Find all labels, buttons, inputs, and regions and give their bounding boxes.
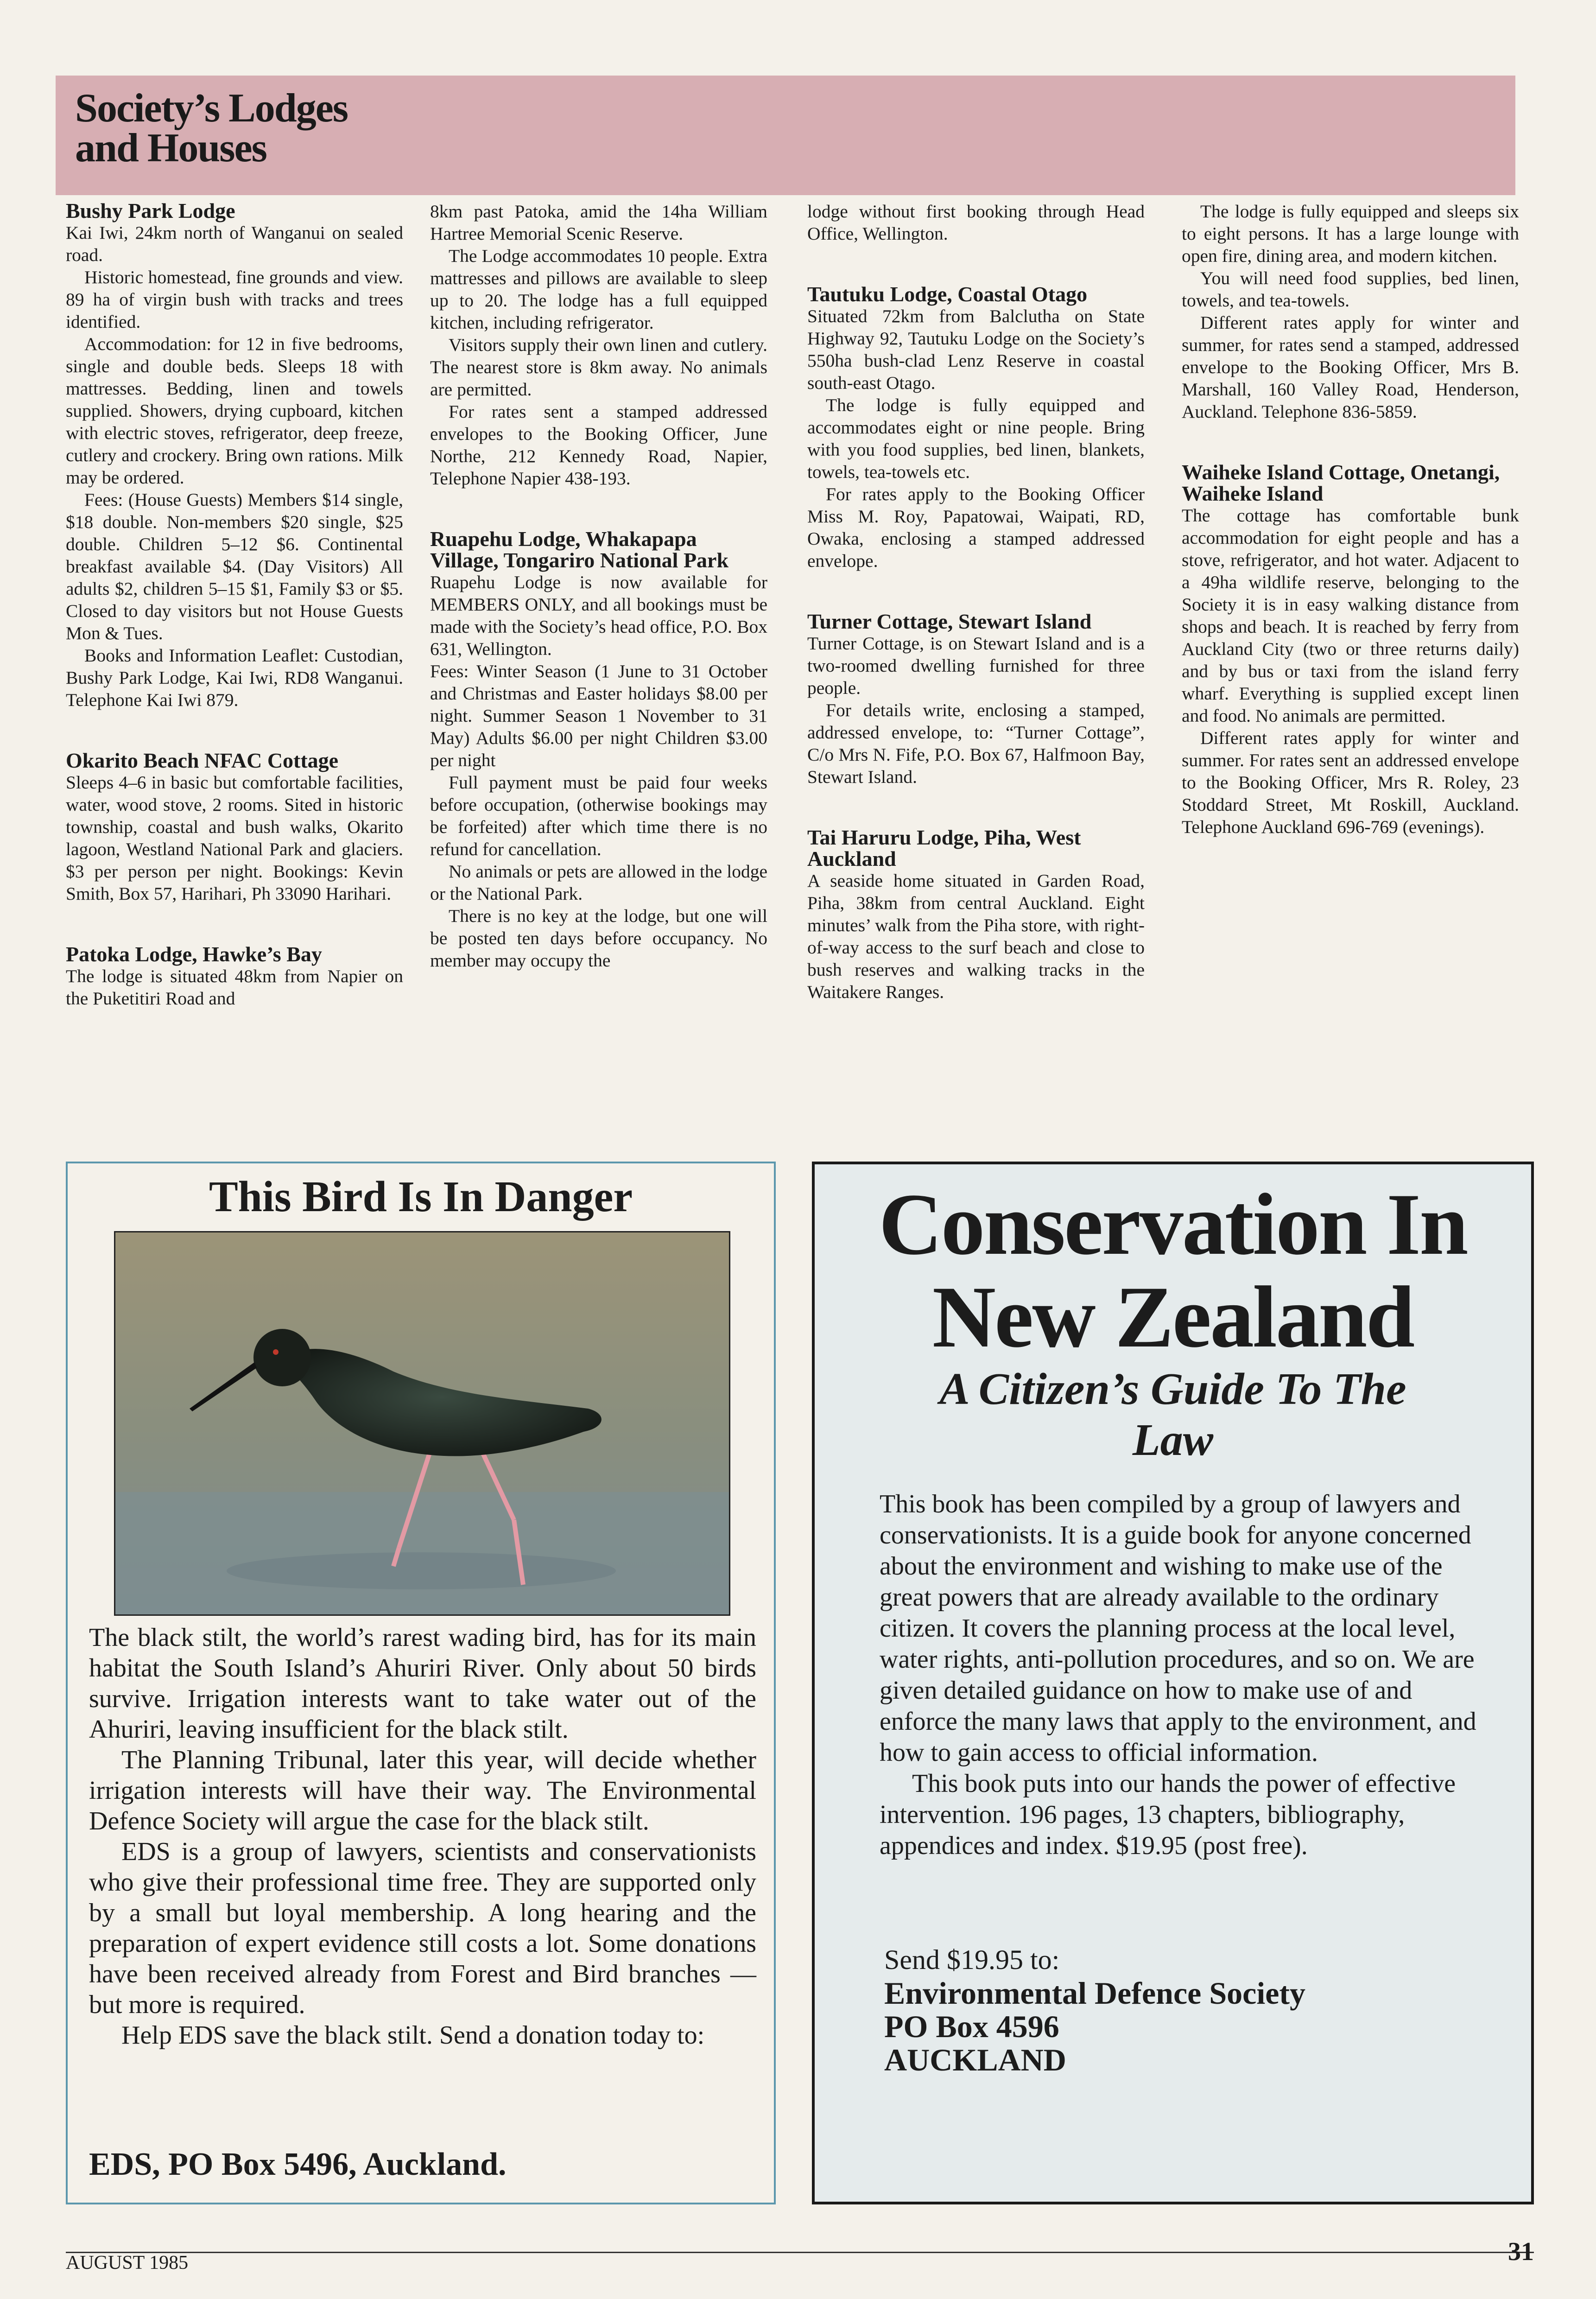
lodge-title-turner: Turner Cottage, Stewart Island [807,610,1092,633]
lodge-title-okarito: Okarito Beach NFAC Cottage [66,749,339,772]
paragraph: Fees: (House Guests) Members $14 single, $18 double. Non-members $20 single, $25 double. Children 5–12 $6. Continental breakfast available $4. (Day Visitors) All adults $2, children 5–15 $1, Family $3 or $5. Closed to day visitors but not House Guests Mon & Tues. [66,489,403,643]
paragraph: lodge without first booking through Head Office, Wellington. [807,201,1145,244]
column-3 [807,200,1145,1127]
book-ad [812,1162,1534,2204]
book-subtitle [815,1364,1531,1466]
paragraph: There is no key at the lodge, but one will be posted ten days before occupancy. No member may occupy the [430,906,767,971]
paragraph: Situated 72km from Balclutha on State Highway 92, Tautuku Lodge on the Society’s 550ha bush-clad Lenz Reserve in coastal south-east Otago. [807,306,1145,393]
lodge-title-tai-haruru: Tai Haruru Lodge, Piha, West Auckland [807,826,1081,870]
send-city: AUCKLAND [884,2042,1066,2077]
column-2 [430,200,767,1127]
paragraph: Ruapehu Lodge is now available for MEMBERS ONLY, and all bookings must be made with the Society’s head office, P.O. Box 631, Wellington. [430,572,767,659]
black-stilt-illustration [115,1232,729,1614]
paragraph: For rates apply to the Booking Officer Miss M. Roy, Papatowai, Waipati, RD, Owaka, enclosing a stamped addressed envelope. [807,484,1145,571]
section-title-line1: Society’s Lodges [75,86,348,131]
paragraph: Kai Iwi, 24km north of Wanganui on sealed road. [66,222,403,265]
paragraph: The black stilt, the world’s rarest wading bird, has for its main habitat the South Island’s Ahuriri River. Only about 50 birds survive. Irrigation interests want to take water out of the Ahuriri, leaving insufficient for the black stilt. [89,1623,756,1744]
donation-address: EDS, PO Box 5496, Auckland. [89,2147,507,2182]
book-title-line1: Conservation In [879,1176,1467,1273]
paragraph: This book has been compiled by a group of lawyers and conservationists. It is a guide book for anyone concerned about the environment and wishing to make use of the great powers that are already available to the ordinary citizen. It covers the planning process at the local level, water rights, anti-pollution procedures, and so on. We are given detailed guidance on how to make use of and enforce the many laws that apply to the environment, and how to gain access to official information. [880,1490,1476,1767]
book-title-line2: New Zealand [932,1269,1414,1366]
paragraph: Different rates apply for winter and summer, for rates send a stamped, addressed envelope to the Booking Officer, Mrs B. Marshall, 160 Valley Road, Henderson, Auckland. Telephone 836-5859. [1182,312,1519,422]
paragraph: The Planning Tribunal, later this year, will decide whether irrigation interests will have their way. The Environmental Defence Society will argue the case for the black stilt. [89,1746,756,1835]
paragraph: Fees: Winter Season (1 June to 31 October and Christmas and Easter holidays $8.00 per night. Summer Season 1 November to 31 May) Adults $6.00 per night Children $3.00 per night [430,661,767,770]
paragraph: The Lodge accommodates 10 people. Extra mattresses and pillows are available to sleep up to 20. The lodge has a full equipped kitchen, including refrigerator. [430,246,767,333]
page-number: 31 [1508,2237,1534,2266]
paragraph: Visitors supply their own linen and cutlery. The nearest store is 8km away. No animals are permitted. [430,335,767,400]
paragraph: Turner Cottage, is on Stewart Island and is a two-roomed dwelling furnished for three people. [807,633,1145,698]
paragraph: Different rates apply for winter and summer. For rates sent an addressed envelope to the Booking Officer, Mrs R. Roley, 23 Stoddard Street, Mt Roskill, Auckland. Telephone Auckland 696-769 (evenings). [1182,728,1519,837]
paragraph: You will need food supplies, bed linen, towels, and tea-towels. [1182,268,1519,311]
paragraph: Help EDS save the black stilt. Send a donation today to: [121,2021,705,2050]
book-subtitle-line1: A Citizen’s Guide To The [939,1364,1406,1414]
paragraph: The cottage has comfortable bunk accommodation for eight people and has a stove, refrigerator, and hot water. Adjacent to a 49ha wildlife reserve, belonging to the Society it is in easy walking distance from shops and beach. It is reached by ferry from Auckland City (two or three returns daily) and by bus or taxi from the island ferry wharf. Everything is supplied except linen and food. No animals are permitted. [1182,505,1519,726]
paragraph: 8km past Patoka, amid the 14ha William Hartree Memorial Scenic Reserve. [430,201,767,244]
paragraph: The lodge is situated 48km from Napier on the Puketitiri Road and [66,966,403,1009]
paragraph: Sleeps 4–6 in basic but comfortable facilities, water, wood stove, 2 rooms. Sited in historic township, coastal and bush walks, Okarito lagoon, Westland National Park and glaciers. $3 per person per night. Bookings: Kevin Smith, Box 57, Harihari, Ph 33090 Harihari. [66,772,403,904]
paragraph: A seaside home situated in Garden Road, Piha, 38km from central Auckland. Eight minutes’ walk from the Piha store, with right-of-way access to the surf beach and close to bush reserves and walking tracks in the Waitakere Ranges. [807,870,1145,1002]
book-title [815,1178,1531,1364]
book-ad-body [880,1489,1477,1861]
paragraph: EDS is a group of lawyers, scientists and conservationists who give their professional time free. They are supported only by a small but loyal membership. A long hearing and the preparation of expert evidence still costs a lot. Some donations have been received already from Forest and Bird branches — but more is required. [89,1837,756,2019]
bird-ad-title: This Bird Is In Danger [209,1173,633,1221]
column-4 [1182,200,1519,1127]
column-1 [66,200,403,1127]
paragraph: Accommodation: for 12 in five bedrooms, single and double beds. Sleeps 18 with mattresses. Bedding, linen and towels supplied. Showers, drying cupboard, kitchen with electric stoves, refrigerator, deep freeze, cutlery and crockery. Bring own rations. Milk may be ordered. [66,334,403,488]
section-banner [56,76,1515,195]
lodge-title-ruapehu: Ruapehu Lodge, Whakapapa Village, Tongariro National Park [430,527,729,572]
paragraph: This book puts into our hands the power of effective intervention. 196 pages, 13 chapters, bibliography, appendices and index. $19.95 (post free). [880,1769,1456,1860]
paragraph: The lodge is fully equipped and sleeps six to eight persons. It has a large lounge with open fire, dining area, and modern kitchen. [1182,201,1519,266]
paragraph: For details write, enclosing a stamped, addressed envelope, to: “Turner Cottage”, C/o Mrs N. Fife, P.O. Box 67, Halfmoon Bay, Stewart Island. [807,700,1145,787]
lodge-title-tautuku: Tautuku Lodge, Coastal Otago [807,282,1088,306]
paragraph: No animals or pets are allowed in the lodge or the National Park. [430,861,767,904]
lodge-title-waiheke: Waiheke Island Cottage, Onetangi, Waiheke Island [1182,460,1500,505]
footer-rule [66,2252,1534,2253]
bird-ad [66,1162,776,2204]
lodge-title-patoka: Patoka Lodge, Hawke’s Bay [66,942,322,966]
paragraph: Full payment must be paid four weeks before occupation, (otherwise bookings may be forfeited) after which time there is no refund for cancellation. [430,772,767,859]
send-label: Send $19.95 to: [884,1944,1060,1975]
paragraph: Books and Information Leaflet: Custodian, Bushy Park Lodge, Kai Iwi, RD8 Wanganui. Telephone Kai Iwi 879. [66,645,403,710]
order-address [884,1943,1487,2077]
section-title [75,86,348,171]
book-subtitle-line2: Law [1132,1415,1214,1465]
issue-date: AUGUST 1985 [66,2252,189,2274]
bird-ad-body [89,1622,756,2051]
lodge-title-bushy-park: Bushy Park Lodge [66,200,235,222]
paragraph: The lodge is fully equipped and accommodates eight or nine people. Bring with you food supplies, bed linen, blankets, towels, tea-towels etc. [807,395,1145,482]
send-org: Environmental Defence Society [884,1975,1306,2011]
section-title-line2: and Houses [75,126,266,171]
paragraph: Historic homestead, fine grounds and view. 89 ha of virgin bush with tracks and trees identified. [66,267,403,332]
send-box: PO Box 4596 [884,2009,1059,2044]
black-stilt-photo [114,1231,730,1616]
paragraph: For rates sent a stamped addressed envelopes to the Booking Officer, June Northe, 212 Kennedy Road, Napier, Telephone Napier 438-193. [430,401,767,489]
